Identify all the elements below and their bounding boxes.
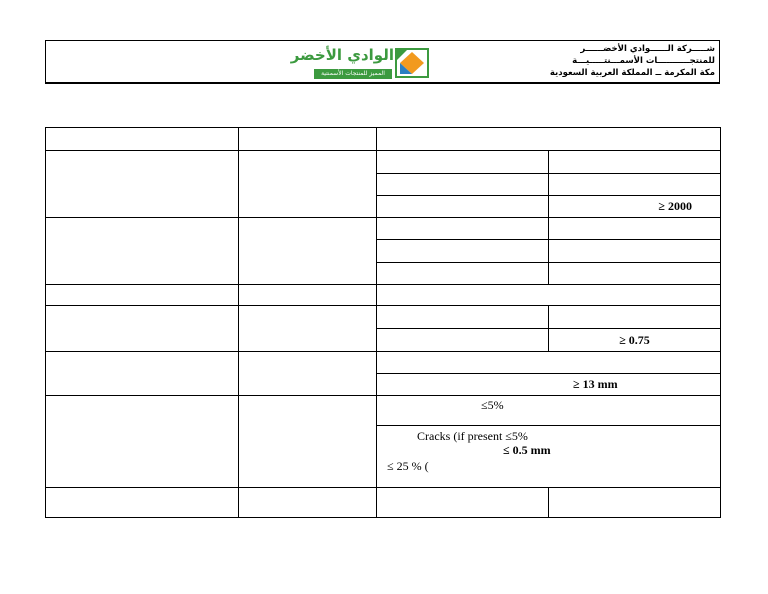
table-cell bbox=[46, 285, 239, 306]
table-row bbox=[46, 285, 721, 306]
value-min-2000: ≥ 2000 bbox=[549, 196, 721, 218]
table-cell bbox=[46, 218, 239, 285]
table-cell bbox=[239, 218, 377, 285]
company-line-2: للمنتجـــــــــــات الأسمـــنتـــــيـــة bbox=[572, 56, 715, 66]
table-cell bbox=[377, 329, 549, 352]
table-cell bbox=[549, 306, 721, 329]
table-row bbox=[46, 218, 721, 240]
logo-text: الوادي الأخضر bbox=[290, 46, 394, 64]
table-cell bbox=[377, 285, 721, 306]
table-cell bbox=[239, 306, 377, 352]
cracks-criteria bbox=[377, 426, 721, 488]
table-cell bbox=[549, 240, 721, 263]
table-cell bbox=[377, 128, 721, 151]
document-header bbox=[45, 40, 720, 84]
table-cell bbox=[549, 263, 721, 285]
table-cell bbox=[377, 196, 549, 218]
table-row bbox=[46, 488, 721, 518]
table-cell bbox=[46, 151, 239, 218]
table-cell bbox=[46, 306, 239, 352]
table-cell bbox=[239, 352, 377, 396]
table-cell bbox=[239, 285, 377, 306]
table-row bbox=[46, 306, 721, 329]
table-cell bbox=[549, 218, 721, 240]
table-cell bbox=[239, 488, 377, 518]
table-cell bbox=[239, 151, 377, 218]
cracks-line-2: ≤ 0.5 mm bbox=[503, 443, 551, 457]
table-cell bbox=[46, 128, 239, 151]
table-cell bbox=[549, 488, 721, 518]
company-line-3: مكة المكرمة ــ المملكة العربية السعودية bbox=[549, 68, 715, 78]
table-cell bbox=[46, 396, 239, 488]
table-row bbox=[46, 352, 721, 374]
table-cell bbox=[377, 174, 549, 196]
company-logo bbox=[290, 44, 430, 82]
specification-table bbox=[45, 127, 721, 518]
logo-tagline: المميز للمنتجات الأسمنتية bbox=[314, 69, 392, 79]
table-cell bbox=[377, 151, 549, 174]
table-row bbox=[46, 128, 721, 151]
table-cell bbox=[46, 352, 239, 396]
table-cell bbox=[46, 488, 239, 518]
logo-mark-icon bbox=[395, 48, 429, 78]
table-row bbox=[46, 396, 721, 426]
table-cell bbox=[239, 128, 377, 151]
table-cell bbox=[377, 240, 549, 263]
value-max-5pct: ≤5% bbox=[377, 396, 721, 426]
table-cell bbox=[549, 151, 721, 174]
table-cell bbox=[377, 352, 721, 374]
table-cell bbox=[239, 396, 377, 488]
cracks-line-1: Cracks (if present ≤5% bbox=[417, 429, 528, 443]
table-cell bbox=[377, 218, 549, 240]
table-cell bbox=[549, 174, 721, 196]
table-cell bbox=[377, 263, 549, 285]
table-cell bbox=[377, 306, 549, 329]
value-min-0-75: ≥ 0.75 bbox=[549, 329, 721, 352]
table-row bbox=[46, 151, 721, 174]
company-name bbox=[550, 43, 715, 79]
company-line-1: شـــــركة الــــــوادي الأخضــــــر bbox=[580, 44, 715, 54]
table-cell bbox=[377, 488, 549, 518]
value-min-13mm: ≥ 13 mm bbox=[377, 374, 721, 396]
cracks-line-3: ≤ 25 % ( bbox=[387, 459, 429, 473]
